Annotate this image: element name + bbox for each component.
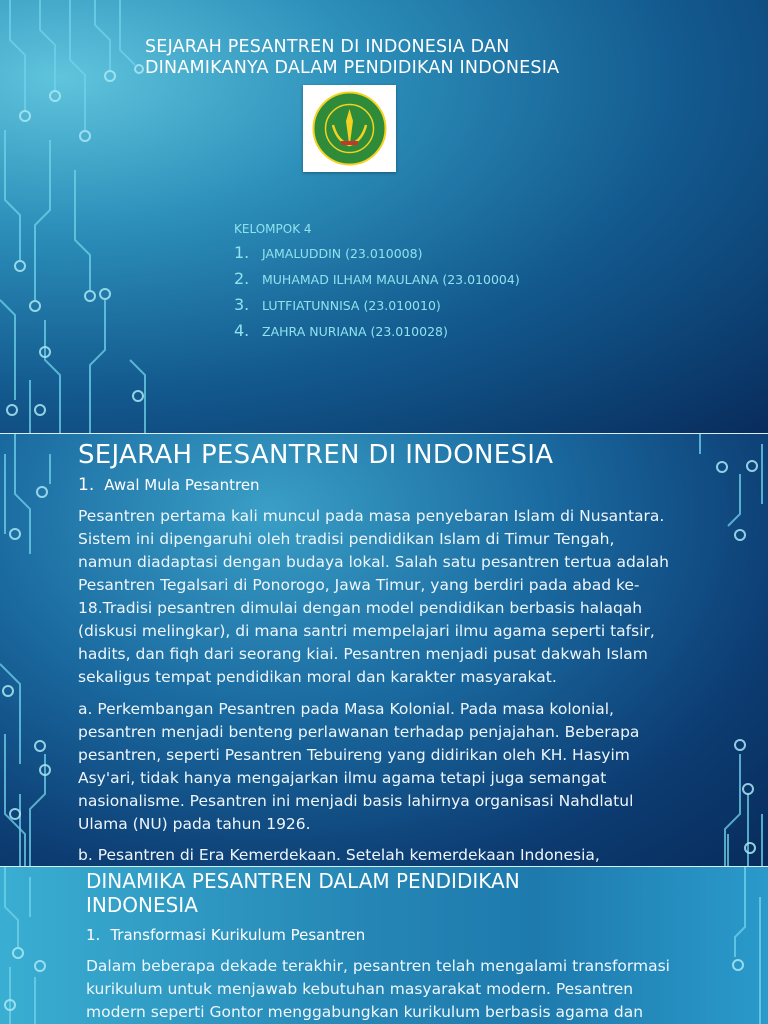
page-title: SEJARAH PESANTREN DI INDONESIA DAN DINAMIKANYA DALAM PENDIDIKAN INDONESIA bbox=[145, 37, 560, 78]
emblem-icon bbox=[303, 85, 396, 172]
list-item: 4. ZAHRA NURIANA (23.010028) bbox=[234, 321, 448, 340]
institution-logo bbox=[303, 85, 396, 172]
paragraph-independence: b. Pesantren di Era Kemerdekaan. Setelah kemerdekaan Indonesia, bbox=[78, 846, 600, 864]
slide-title bbox=[0, 0, 768, 433]
member-list bbox=[234, 243, 520, 347]
section-title: DINAMIKA PESANTREN DALAM PENDIDIKAN INDONESIA bbox=[86, 869, 520, 917]
subheading: 1. Awal Mula Pesantren bbox=[78, 475, 260, 495]
subheading: 1. Transformasi Kurikulum Pesantren bbox=[86, 926, 366, 944]
section-title: SEJARAH PESANTREN DI INDONESIA bbox=[78, 440, 554, 470]
paragraph-origin: Pesantren pertama kali muncul pada masa penyebaran Islam di Nusantara. Sistem ini dipengaruhi oleh tradisi pendidikan Islam di Timur Tengah, namun diadaptasi dengan budaya lokal. Salah satu pesantren tertua adalah Pesantren Tegalsari di Ponorogo, Jawa Timur, yang berdiri pada abad ke- 18.Tradisi pesantren dimulai dengan model pendidikan berbasis halaqah (diskusi melingkar), di mana santri mempelajari ilmu agama seperti tafsir, hadits, dan fiqh dari seorang kiai. Pesantren menjadi pusat dakwah Islam sekaligus tempat pendidikan moral dan karakter masyarakat. bbox=[78, 507, 669, 686]
group-label: KELOMPOK 4 bbox=[234, 222, 312, 236]
list-item: 3. LUTFIATUNNISA (23.010010) bbox=[234, 295, 441, 314]
list-item: 1. JAMALUDDIN (23.010008) bbox=[234, 243, 423, 262]
list-item: 2. MUHAMAD ILHAM MAULANA (23.010004) bbox=[234, 269, 520, 288]
paragraph-colonial: a. Perkembangan Pesantren pada Masa Kolonial. Pada masa kolonial, pesantren menjadi benteng perlawanan terhadap penjajahan. Beberapa pesantren, seperti Pesantren Tebuireng yang didirikan oleh KH. Hasyim Asy'ari, tidak hanya mengajarkan ilmu agama tetapi juga semangat nasionalisme. Pesantren ini menjadi basis lahirnya organisasi Nahdlatul Ulama (NU) pada tahun 1926. bbox=[78, 700, 640, 833]
paragraph-curriculum: Dalam beberapa dekade terakhir, pesantren telah mengalami transformasi kurikulum untuk menjawab kebutuhan masyarakat modern. Pesantren modern seperti Gontor menggabungkan kurikulum berbasis agama dan bbox=[86, 957, 670, 1021]
